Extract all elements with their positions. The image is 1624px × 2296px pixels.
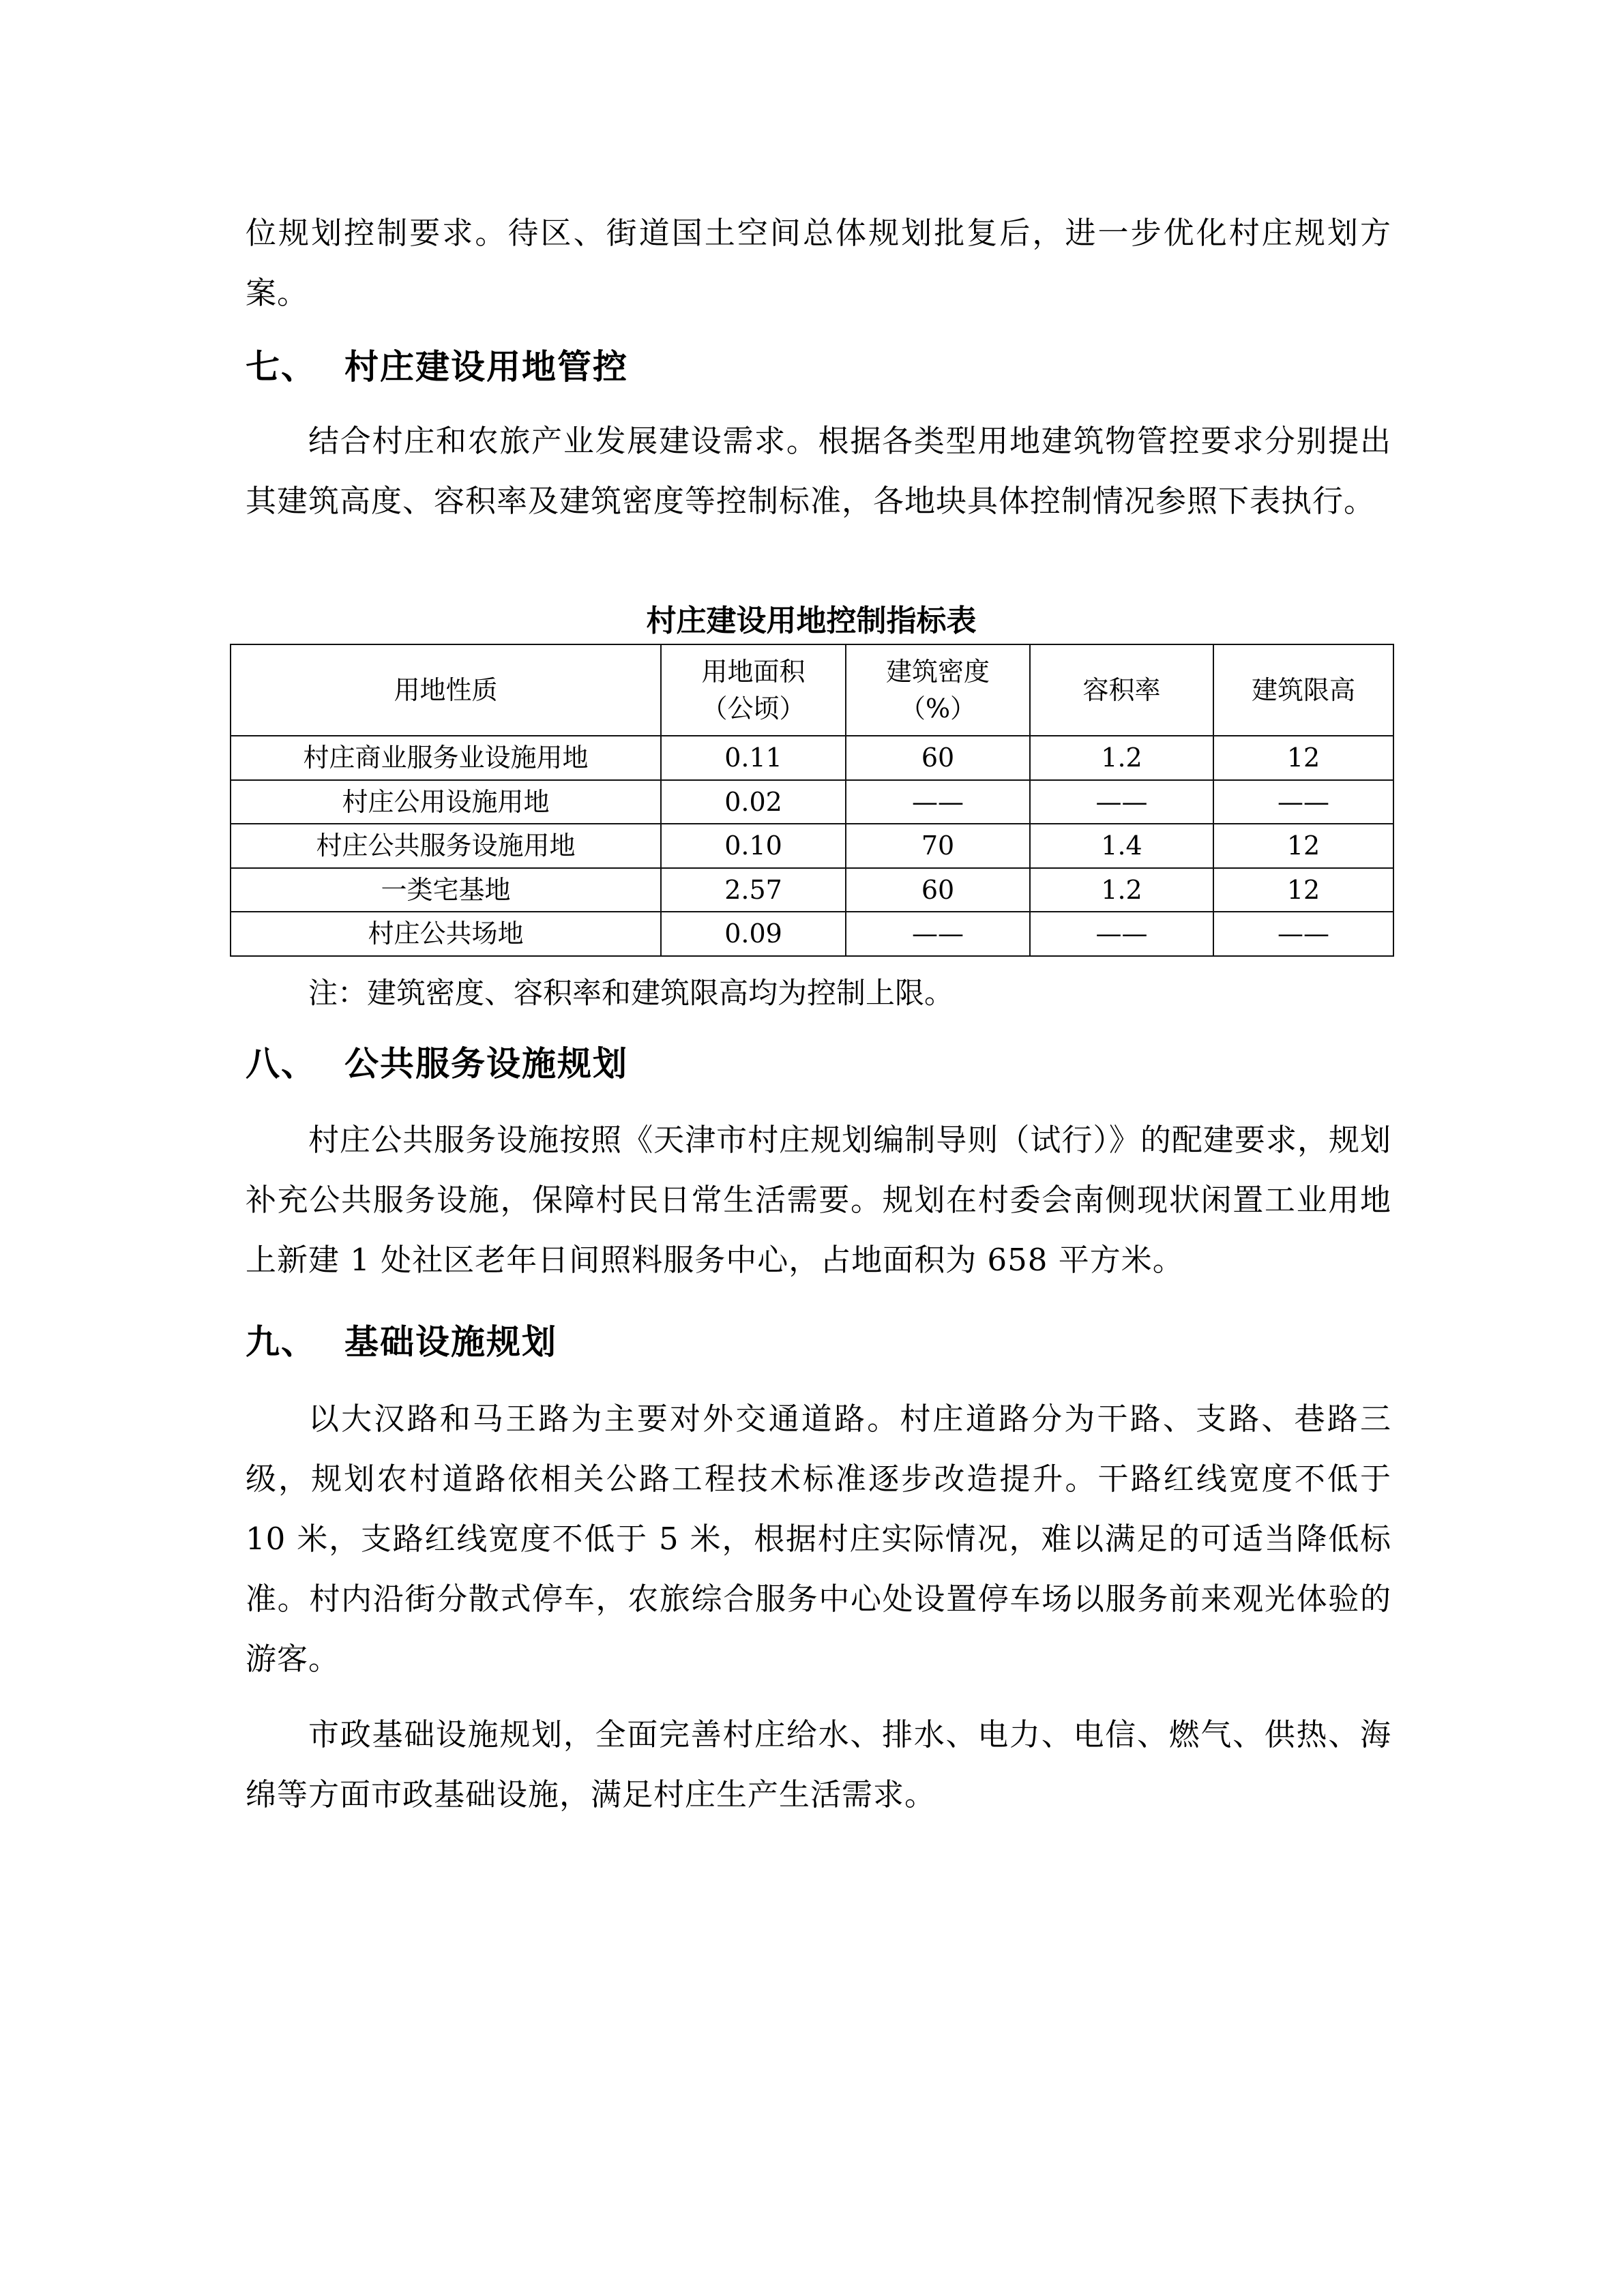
table-row bbox=[231, 868, 1393, 912]
cell-land-type: 村庄公用设施用地 bbox=[231, 780, 661, 824]
cell-height: 12 bbox=[1213, 736, 1393, 780]
section-9-number: 九、 bbox=[246, 1322, 316, 1362]
section-8-heading bbox=[246, 1040, 628, 1088]
cell-density: —— bbox=[846, 912, 1030, 956]
land-control-table bbox=[230, 644, 1394, 957]
section-8-number: 八、 bbox=[246, 1044, 316, 1084]
cell-area: 0.02 bbox=[661, 780, 846, 824]
table-row bbox=[231, 912, 1393, 956]
section-8-title: 公共服务设施规划 bbox=[344, 1044, 628, 1084]
cell-far: 1.2 bbox=[1030, 868, 1213, 912]
cell-height: 12 bbox=[1213, 824, 1393, 868]
cell-land-type: 村庄公共服务设施用地 bbox=[231, 824, 661, 868]
cell-land-type: 一类宅基地 bbox=[231, 868, 661, 912]
section-9-title: 基础设施规划 bbox=[344, 1322, 557, 1362]
cell-area: 0.10 bbox=[661, 824, 846, 868]
section-7-title: 村庄建设用地管控 bbox=[344, 347, 628, 387]
table-row bbox=[231, 824, 1393, 868]
header-floor-area-ratio: 容积率 bbox=[1030, 644, 1213, 736]
cell-area: 0.11 bbox=[661, 736, 846, 780]
table-row bbox=[231, 736, 1393, 780]
cell-height: —— bbox=[1213, 780, 1393, 824]
cell-height: 12 bbox=[1213, 868, 1393, 912]
cell-area: 0.09 bbox=[661, 912, 846, 956]
header-building-density: 建筑密度 （%） bbox=[846, 644, 1030, 736]
header-land-area: 用地面积 （公顷） bbox=[661, 644, 846, 736]
cell-land-type: 村庄商业服务业设施用地 bbox=[231, 736, 661, 780]
cell-density: 60 bbox=[846, 736, 1030, 780]
cell-far: —— bbox=[1030, 912, 1213, 956]
cell-density: —— bbox=[846, 780, 1030, 824]
cell-far: 1.4 bbox=[1030, 824, 1213, 868]
section-7-heading bbox=[246, 343, 628, 391]
table-note: 注：建筑密度、容积率和建筑限高均为控制上限。 bbox=[308, 976, 954, 1011]
section-9-paragraph-2: 市政基础设施规划，全面完善村庄给水、排水、电力、电信、燃气、供热、海绵等方面市政基础设施，满足村庄生产生活需求。 bbox=[246, 1716, 1391, 1813]
cell-land-type: 村庄公共场地 bbox=[231, 912, 661, 956]
cell-far: 1.2 bbox=[1030, 736, 1213, 780]
table-header-row bbox=[231, 644, 1393, 736]
header-height-limit: 建筑限高 bbox=[1213, 644, 1393, 736]
cell-far: —— bbox=[1030, 780, 1213, 824]
section-8-paragraph: 村庄公共服务设施按照《天津市村庄规划编制导则（试行）》的配建要求，规划补充公共服务设施，保障村民日常生活需要。规划在村委会南侧现状闲置工业用地上新建 1 处社区老年日间照料服务中心，占地面积为 658 平方米。 bbox=[246, 1122, 1391, 1278]
section-7-number: 七、 bbox=[246, 347, 316, 387]
cell-area: 2.57 bbox=[661, 868, 846, 912]
table-caption: 村庄建设用地控制指标表 bbox=[646, 603, 977, 638]
cell-height: —— bbox=[1213, 912, 1393, 956]
header-land-type: 用地性质 bbox=[231, 644, 661, 736]
cell-density: 60 bbox=[846, 868, 1030, 912]
table-row bbox=[231, 780, 1393, 824]
section-7-paragraph: 结合村庄和农旅产业发展建设需求。根据各类型用地建筑物管控要求分别提出其建筑高度、容积率及建筑密度等控制标准，各地块具体控制情况参照下表执行。 bbox=[246, 423, 1391, 519]
cell-density: 70 bbox=[846, 824, 1030, 868]
intro-paragraph: 位规划控制要求。待区、街道国土空间总体规划批复后，进一步优化村庄规划方案。 bbox=[246, 215, 1391, 311]
section-9-heading bbox=[246, 1318, 557, 1366]
section-9-paragraph-1: 以大汉路和马王路为主要对外交通道路。村庄道路分为干路、支路、巷路三级，规划农村道路依相关公路工程技术标准逐步改造提升。干路红线宽度不低于 10 米，支路红线宽度不低于 5 米，根据村庄实际情况，难以满足的可适当降低标准。村内沿街分散式停车，农旅综合服务中心处设置停车场以服务前来观光体验的游客。 bbox=[246, 1401, 1391, 1677]
